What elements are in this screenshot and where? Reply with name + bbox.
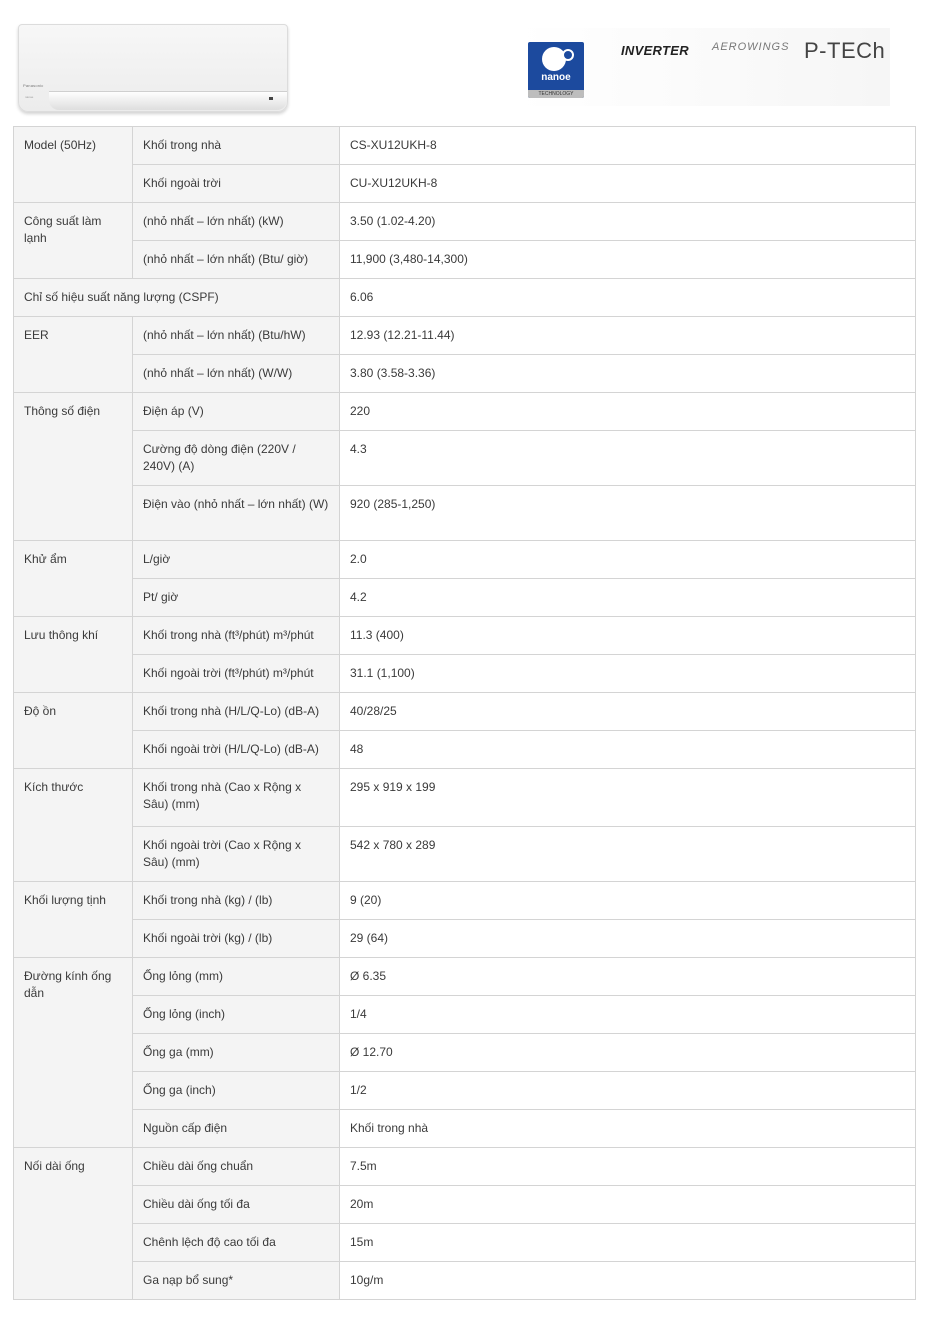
category-airflow: Lưu thông khí (14, 617, 133, 693)
spec-label: Chênh lệch độ cao tối đa (133, 1224, 340, 1262)
table-row (14, 827, 916, 882)
product-header (0, 0, 927, 122)
spec-value: 40/28/25 (340, 693, 916, 731)
nanoe-dot-icon (562, 49, 574, 61)
nanoe-technology-text: TECHNOLOGY (528, 90, 584, 98)
spec-label: Khối ngoài trời (Cao x Rộng x Sâu) (mm) (133, 827, 340, 882)
table-row (14, 882, 916, 920)
spec-label: Ống ga (mm) (133, 1034, 340, 1072)
table-row (14, 1186, 916, 1224)
spec-value: 48 (340, 731, 916, 769)
spec-label: Pt/ giờ (133, 579, 340, 617)
ac-vent (49, 91, 287, 110)
aerowings-logo: AEROWINGS (712, 41, 790, 53)
category-noise: Độ ồn (14, 693, 133, 769)
spec-value: 4.2 (340, 579, 916, 617)
category-net-weight: Khối lượng tịnh (14, 882, 133, 958)
category-cooling-capacity: Công suất làm lạnh (14, 203, 133, 279)
category-cspf: Chỉ số hiệu suất năng lượng (CSPF) (14, 279, 340, 317)
spec-label: Điện vào (nhỏ nhất – lớn nhất) (W) (133, 486, 340, 541)
spec-label: Khối ngoài trời (H/L/Q-Lo) (dB-A) (133, 731, 340, 769)
spec-value: CU-XU12UKH-8 (340, 165, 916, 203)
ptech-logo: P-TECh (804, 38, 886, 63)
category-model: Model (50Hz) (14, 127, 133, 203)
spec-value: 1/2 (340, 1072, 916, 1110)
table-row (14, 241, 916, 279)
spec-label: Điện áp (V) (133, 393, 340, 431)
spec-label: Khối trong nhà (133, 127, 340, 165)
spec-label: L/giờ (133, 541, 340, 579)
spec-label: Nguồn cấp điện (133, 1110, 340, 1148)
spec-value: Khối trong nhà (340, 1110, 916, 1148)
category-pipe-diameter: Đường kính ống dẫn (14, 958, 133, 1148)
table-row (14, 165, 916, 203)
spec-table (13, 126, 916, 1300)
spec-value: 3.80 (3.58-3.36) (340, 355, 916, 393)
table-row (14, 393, 916, 431)
table-row (14, 1148, 916, 1186)
air-conditioner-image (18, 24, 288, 112)
table-row (14, 617, 916, 655)
table-row (14, 1262, 916, 1300)
category-eer: EER (14, 317, 133, 393)
category-pipe-extension: Nối dài ống (14, 1148, 133, 1300)
spec-value: CS-XU12UKH-8 (340, 127, 916, 165)
table-row (14, 355, 916, 393)
spec-label: Khối ngoài trời (ft³/phút) m³/phút (133, 655, 340, 693)
ac-brand-text: Panasonic (23, 83, 44, 88)
spec-value: 4.3 (340, 431, 916, 486)
table-row (14, 1072, 916, 1110)
table-row (14, 769, 916, 827)
table-row (14, 1110, 916, 1148)
table-row (14, 486, 916, 541)
spec-value: 3.50 (1.02-4.20) (340, 203, 916, 241)
category-dehumidification: Khử ẩm (14, 541, 133, 617)
spec-label: (nhỏ nhất – lớn nhất) (W/W) (133, 355, 340, 393)
table-row (14, 693, 916, 731)
table-row (14, 279, 916, 317)
spec-value: 220 (340, 393, 916, 431)
inverter-logo: INVERTER (621, 43, 689, 58)
table-row (14, 1034, 916, 1072)
spec-value: 1/4 (340, 996, 916, 1034)
spec-label: Ga nạp bổ sung* (133, 1262, 340, 1300)
table-row (14, 655, 916, 693)
spec-value: 7.5m (340, 1148, 916, 1186)
table-row (14, 958, 916, 996)
spec-value: 6.06 (340, 279, 916, 317)
spec-value: 20m (340, 1186, 916, 1224)
spec-label: Chiều dài ống chuẩn (133, 1148, 340, 1186)
spec-value: 11.3 (400) (340, 617, 916, 655)
spec-label: Cường độ dòng điện (220V / 240V) (A) (133, 431, 340, 486)
spec-label: Khối trong nhà (kg) / (lb) (133, 882, 340, 920)
spec-label: (nhỏ nhất – lớn nhất) (Btu/ giờ) (133, 241, 340, 279)
spec-value: 12.93 (12.21-11.44) (340, 317, 916, 355)
spec-value: 31.1 (1,100) (340, 655, 916, 693)
spec-label: Ống lỏng (mm) (133, 958, 340, 996)
table-row (14, 203, 916, 241)
spec-value: 2.0 (340, 541, 916, 579)
table-row (14, 996, 916, 1034)
spec-label: Ống ga (inch) (133, 1072, 340, 1110)
spec-value: 9 (20) (340, 882, 916, 920)
nanoe-logo (528, 42, 584, 98)
spec-value: 542 x 780 x 289 (340, 827, 916, 882)
nanoe-logo-text: nanoe (541, 72, 571, 83)
table-row (14, 1224, 916, 1262)
spec-value: 920 (285-1,250) (340, 486, 916, 541)
spec-value: 10g/m (340, 1262, 916, 1300)
spec-value: 295 x 919 x 199 (340, 769, 916, 827)
spec-label: Khối trong nhà (ft³/phút) m³/phút (133, 617, 340, 655)
ac-badge-text: nanoe (25, 95, 34, 99)
spec-label: Ống lỏng (inch) (133, 996, 340, 1034)
table-row (14, 579, 916, 617)
table-row (14, 317, 916, 355)
spec-value: Ø 12.70 (340, 1034, 916, 1072)
category-electrical: Thông số điện (14, 393, 133, 541)
ac-led-icon (269, 97, 273, 100)
spec-label: (nhỏ nhất – lớn nhất) (kW) (133, 203, 340, 241)
table-row (14, 541, 916, 579)
category-dimensions: Kích thước (14, 769, 133, 882)
table-row (14, 431, 916, 486)
spec-value: 11,900 (3,480-14,300) (340, 241, 916, 279)
spec-label: Khối trong nhà (Cao x Rộng x Sâu) (mm) (133, 769, 340, 827)
spec-label: Chiều dài ống tối đa (133, 1186, 340, 1224)
spec-label: Khối ngoài trời (133, 165, 340, 203)
table-row (14, 920, 916, 958)
spec-label: Khối trong nhà (H/L/Q-Lo) (dB-A) (133, 693, 340, 731)
spec-label: Khối ngoài trời (kg) / (lb) (133, 920, 340, 958)
spec-value: 15m (340, 1224, 916, 1262)
spec-value: 29 (64) (340, 920, 916, 958)
table-row (14, 127, 916, 165)
spec-value: Ø 6.35 (340, 958, 916, 996)
spec-label: (nhỏ nhất – lớn nhất) (Btu/hW) (133, 317, 340, 355)
table-row (14, 731, 916, 769)
